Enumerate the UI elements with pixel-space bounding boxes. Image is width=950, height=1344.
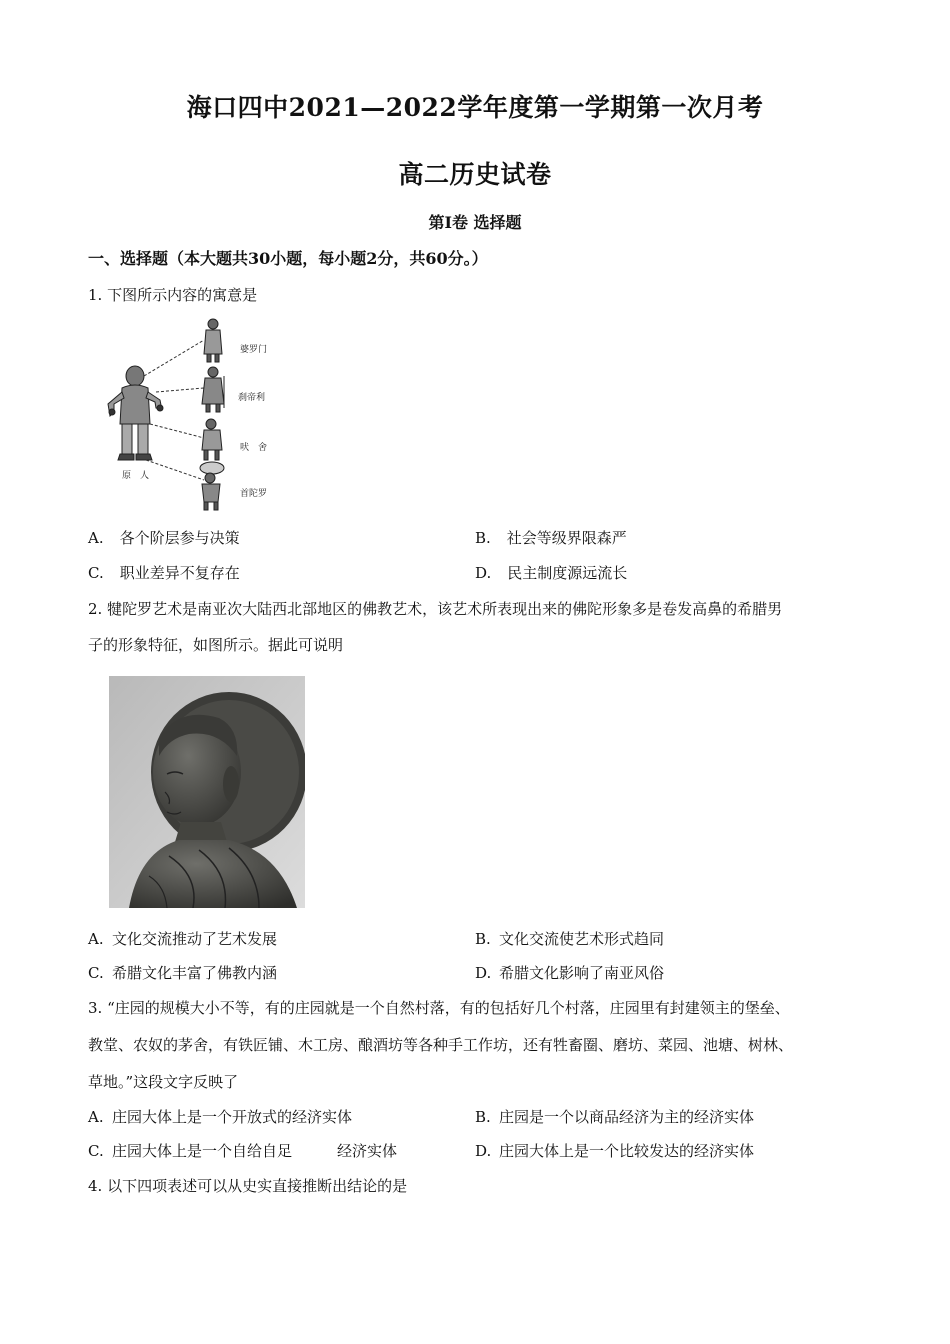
q2-option-c[interactable]: C. 希腊文化丰富了佛教内涵 <box>88 964 278 982</box>
q2-stem-line1: 2. 犍陀罗艺术是南亚次大陆西北部地区的佛教艺术，该艺术所表现出来的佛陀形象多是卷发高鼻的希腊男 <box>88 600 783 618</box>
exam-title: 海口四中2021—2022学年度第一学期第一次月考 <box>186 93 764 122</box>
label-origin: 原 人 <box>122 471 150 481</box>
label-shudra: 首陀罗 <box>240 489 268 499</box>
q3-option-c[interactable]: C. 庄园大体上是一个自给自足 经济实体 <box>88 1142 398 1160</box>
q1-option-c[interactable]: C. 职业差异不复存在 <box>88 564 240 582</box>
volume-heading: 第Ⅰ卷 选择题 <box>428 213 522 232</box>
q3-option-b[interactable]: B. 庄园是一个以商品经济为主的经济实体 <box>475 1108 755 1126</box>
buddha-statue-image <box>109 676 305 908</box>
exam-subtitle: 高二历史试卷 <box>398 160 552 189</box>
q1-option-d[interactable]: D. 民主制度源远流长 <box>475 564 628 582</box>
label-vaishya: 吠 舍 <box>240 443 268 453</box>
label-brahmin: 婆罗门 <box>240 345 268 355</box>
q2-option-a[interactable]: A. 文化交流推动了艺术发展 <box>88 930 278 948</box>
q1-stem: 1. 下图所示内容的寓意是 <box>88 286 258 304</box>
section-heading: 一、选择题（本大题共30小题，每小题2分，共60分。） <box>88 249 488 268</box>
q3-stem-line2: 教堂、农奴的茅舍，有铁匠铺、木工房、酿酒坊等各种手工作坊，还有牲畜圈、磨坊、菜园、池塘、树林、 <box>88 1036 794 1054</box>
q4-stem: 4. 以下四项表述可以从史实直接推断出结论的是 <box>88 1177 408 1195</box>
q2-option-d[interactable]: D. 希腊文化影响了南亚风俗 <box>475 964 665 982</box>
q1-option-b[interactable]: B. 社会等级界限森严 <box>475 529 627 547</box>
q3-stem-line1: 3. “庄园的规模大小不等，有的庄园就是一个自然村落，有的包括好几个村落，庄园里有封建领主的堡垒、 <box>88 999 790 1017</box>
q1-option-a[interactable]: A. 各个阶层参与决策 <box>88 529 240 547</box>
q3-option-a[interactable]: A. 庄园大体上是一个开放式的经济实体 <box>88 1108 353 1126</box>
caste-diagram-figure <box>100 312 290 512</box>
vaishya-figure-icon <box>202 419 222 460</box>
q2-stem-line2: 子的形象特征，如图所示。据此可说明 <box>88 636 344 654</box>
q3-stem-line3: 草地。”这段文字反映了 <box>88 1073 239 1091</box>
label-kshatriya: 刹帝利 <box>238 393 266 403</box>
q3-option-d[interactable]: D. 庄园大体上是一个比较发达的经济实体 <box>475 1142 755 1160</box>
origin-figure-icon <box>108 366 163 460</box>
brahmin-figure-icon <box>204 319 222 362</box>
q2-option-b[interactable]: B. 文化交流使艺术形式趋同 <box>475 930 665 948</box>
shudra-figure-icon <box>200 462 224 510</box>
kshatriya-figure-icon <box>202 367 224 412</box>
